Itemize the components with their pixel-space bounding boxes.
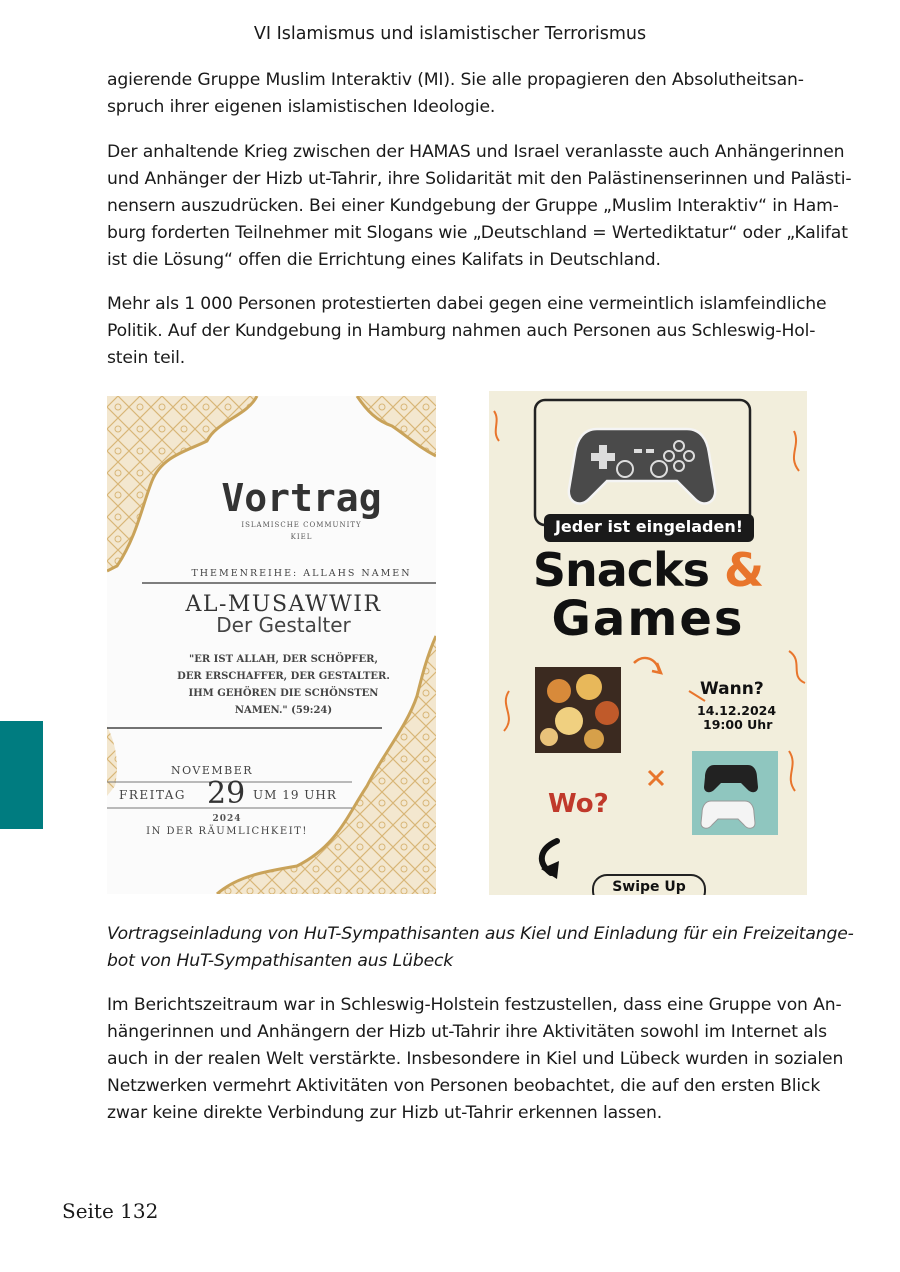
page-number: Seite 132 bbox=[62, 1199, 159, 1223]
flyer-location: IN DER RÄUMLICHKEIT! bbox=[146, 826, 308, 837]
text-line: ist die Lösung“ offen die Errichtung eines Kalifats in Deutschland. bbox=[107, 250, 661, 270]
flyer-org-line2: KIEL bbox=[290, 533, 313, 541]
paragraph-reporting-period bbox=[107, 992, 844, 1127]
text-line: burg forderten Teilnehmer mit Slogans wie „Deutschland = Wertediktatur“ oder „Kalifat bbox=[107, 223, 848, 243]
paragraph-hamas-israel bbox=[107, 139, 852, 274]
text-line: Im Berichtszeitraum war in Schleswig-Holstein festzustellen, dass eine Gruppe von An- bbox=[107, 995, 842, 1015]
flyer-day: 29 bbox=[207, 776, 246, 811]
text-line: Mehr als 1 000 Personen protestierten dabei gegen eine vermeintlich islamfeindliche bbox=[107, 294, 827, 314]
flyer-year: 2024 bbox=[212, 814, 242, 824]
controllers-photo bbox=[692, 751, 778, 835]
figure-caption bbox=[107, 921, 854, 975]
flyer-month: NOVEMBER bbox=[170, 764, 254, 777]
flyer-when-label: Wann? bbox=[700, 679, 764, 699]
text-line: hängerinnen und Anhängern der Hizb ut-Tahrir ihre Aktivitäten sowohl im Internet als bbox=[107, 1022, 827, 1042]
paragraph-protest bbox=[107, 291, 829, 372]
text-line: und Anhänger der Hizb ut-Tahrir, ihre Solidarität mit den Palästinenserinnen und Palästi- bbox=[107, 169, 852, 189]
flyer-title-snacks: Snacks bbox=[532, 543, 710, 597]
flyer-title-games: Games bbox=[551, 591, 745, 647]
text-line: Politik. Auf der Kundgebung in Hamburg nahmen auch Personen aus Schleswig-Hol- bbox=[107, 321, 816, 341]
caption-line: bot von HuT-Sympathisanten aus Lübeck bbox=[107, 951, 454, 971]
text-line: nensern auszudrücken. Bei einer Kundgebung der Gruppe „Muslim Interaktiv“ in Ham- bbox=[107, 196, 839, 216]
running-header: VI Islamismus und islamistischer Terrorismus bbox=[253, 24, 647, 44]
text-line: agierende Gruppe Muslim Interaktiv (MI). Sie alle propagieren den Absolutheitsan- bbox=[107, 70, 804, 90]
flyer-where-label: Wo? bbox=[548, 789, 609, 819]
gamepad-icon bbox=[569, 429, 715, 504]
chapter-side-tab bbox=[0, 721, 43, 829]
caption-line: Vortragseinladung von HuT-Sympathisanten aus Kiel und Einladung für ein Freizeitange- bbox=[107, 924, 854, 944]
paragraph-intro-continuation bbox=[107, 67, 829, 121]
flyer-weekday: FREITAG bbox=[119, 788, 186, 802]
flyer-quote-line: "ER IST ALLAH, DER SCHÖPFER, bbox=[189, 654, 378, 665]
flyer-invite-text: Jeder ist eingeladen! bbox=[554, 517, 744, 536]
text-line: spruch ihrer eigenen islamistischen Ideologie. bbox=[107, 97, 496, 117]
flyer-quote-line: DER ERSCHAFFER, DER GESTALTER. bbox=[177, 671, 390, 682]
flyer-series: THEMENREIHE: ALLAHS NAMEN bbox=[191, 568, 412, 579]
snacks-photo bbox=[535, 667, 621, 753]
flyer-quote-line: IHM GEHÖREN DIE SCHÖNSTEN bbox=[188, 688, 379, 699]
flyer-title-ampersand: & bbox=[724, 543, 764, 597]
flyer-swipe-up: Swipe Up bbox=[612, 879, 686, 895]
flyer-snacks-games-luebeck bbox=[489, 391, 807, 895]
flyer-quote-line: NAMEN." (59:24) bbox=[234, 705, 333, 716]
text-line: auch in der realen Welt verstärkte. Insbesondere in Kiel und Lübeck wurden in sozialen bbox=[107, 1049, 844, 1069]
flyer-divine-name: AL-MUSAWWIR bbox=[185, 592, 382, 617]
text-line: Der anhaltende Krieg zwischen der HAMAS und Israel veranlasste auch Anhängerinnen bbox=[107, 142, 845, 162]
flyer-date: 14.12.2024 bbox=[697, 703, 777, 718]
flyer-quote bbox=[107, 651, 436, 719]
flyer-title-line1 bbox=[489, 543, 807, 597]
text-line: stein teil. bbox=[107, 348, 186, 368]
flyer-title: Vortrag bbox=[221, 476, 382, 520]
flyer-time: 19:00 Uhr bbox=[703, 717, 773, 732]
flyer-name-translation: Der Gestalter bbox=[216, 613, 351, 637]
text-line: Netzwerken vermehrt Aktivitäten von Personen beobachtet, die auf den ersten Blick bbox=[107, 1076, 821, 1096]
flyer-org-line1: ISLAMISCHE COMMUNITY bbox=[241, 521, 362, 529]
flyer-time: UM 19 UHR bbox=[253, 788, 337, 802]
flyer-lecture-kiel bbox=[107, 396, 436, 894]
text-line: zwar keine direkte Verbindung zur Hizb ut-Tahrir erkennen lassen. bbox=[107, 1103, 663, 1123]
